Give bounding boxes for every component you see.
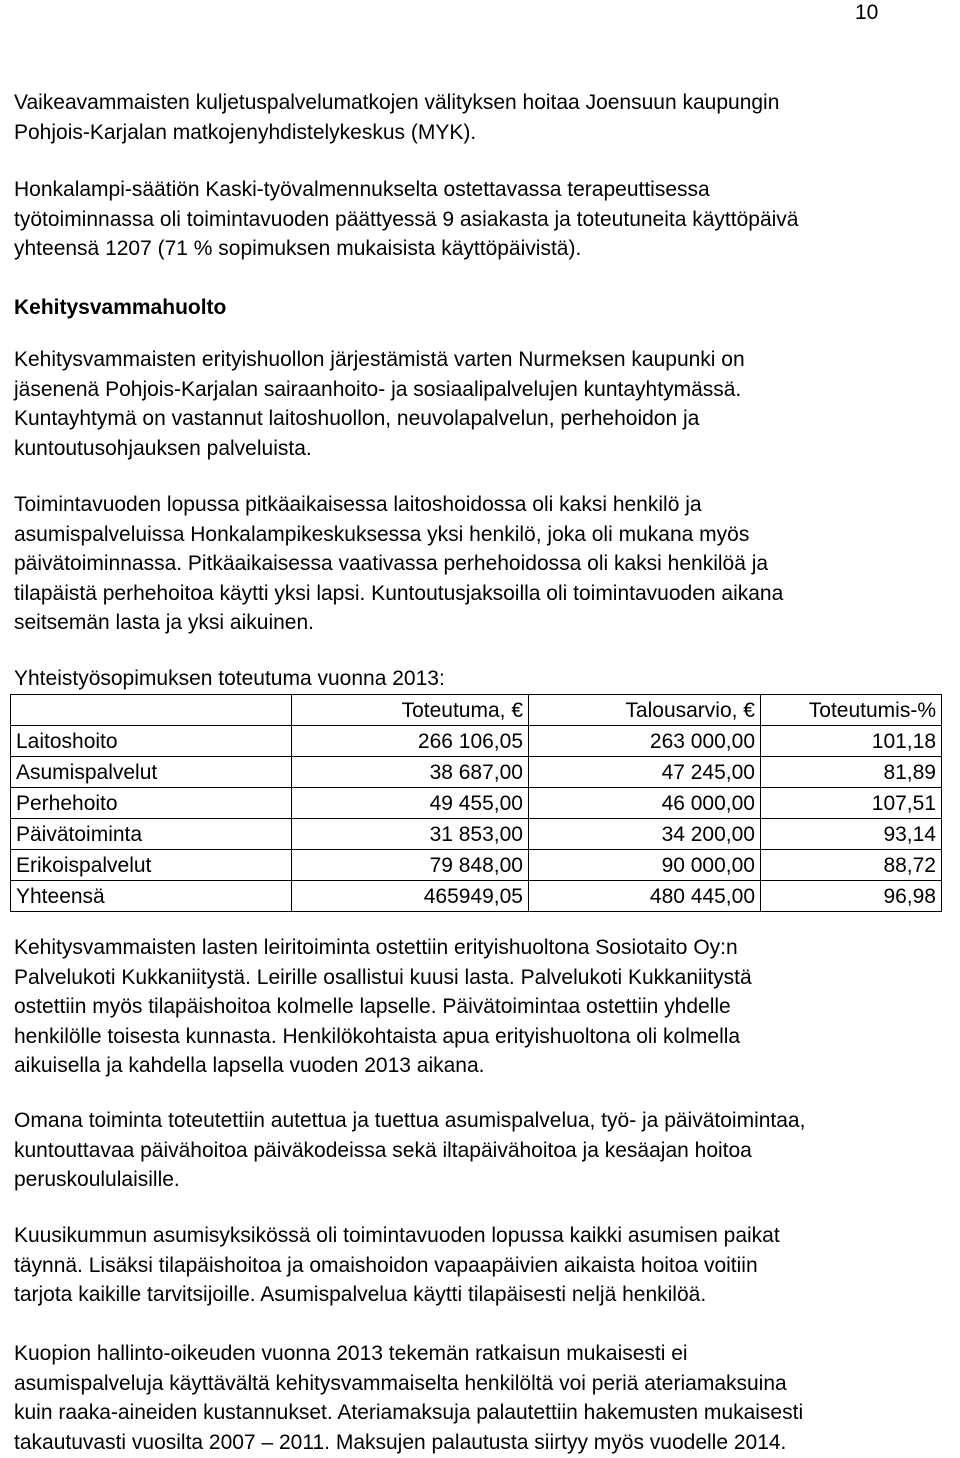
table-header-row <box>11 695 942 726</box>
cell-actual: 38 687,00 <box>292 757 529 788</box>
paragraph-own-services: Omana toiminta toteutettiin autettua ja tuettua asumispalvelua, työ- ja päivätoimintaa, kuntouttavaa päivähoitoa päiväkodeissa sekä iltapäivähoitoa ja kesäajan hoitoa peruskoululaisille. <box>14 1109 806 1191</box>
paragraph-housing-unit: Kuusikummun asumisyksikössä oli toimintavuoden lopussa kaikki asumisen paikat täynnä. Lisäksi tilapäishoitoa ja omaishoidon vapaapäivien aikaista hoitoa voitiin tarjota kaikille tarvitsijoille. Asumispalvelua käytti tilapäisesti neljä henkilöä. <box>14 1224 780 1306</box>
table-row <box>11 819 942 850</box>
cell-budget: 46 000,00 <box>529 788 761 819</box>
paragraph-camp-activity: Kehitysvammaisten lasten leiritoiminta ostettiin erityishuoltona Sosiotaito Oy:n Palvelukoti Kukkaniitystä. Leirille osallistui kuusi lasta. Palvelukoti Kukkaniitystä ostettiin myös tilapäishoitoa kolmelle lapselle. Päivätoimintaa ostettiin yhdelle henkilölle toisesta kunnasta. Henkilökohtaista apua erityishuoltona oli kolmella aikuisella ja kahdella lapsella vuoden 2013 aikana. <box>14 936 752 1077</box>
table-row-total <box>11 881 942 912</box>
paragraph-transport: Vaikeavammaisten kuljetuspalvelumatkojen välityksen hoitaa Joensuun kaupungin Pohjois-Karjalan matkojenyhdistelykeskus (MYK). <box>14 91 780 144</box>
paragraph-institutional-care: Toimintavuoden lopussa pitkäaikaisessa laitoshoidossa oli kaksi henkilö ja asumispalveluissa Honkalampikeskuksessa yksi henkilö, joka oli mukana myös päivätoiminnassa. Pitkäaikaisessa vaativassa perhehoidossa oli kaksi henkilöä ja tilapäistä perhehoitoa käytti yksi lapsi. Kuntoutusjaksoilla oli toimintavuoden aikana seitsemän lasta ja yksi aikuinen. <box>14 493 784 634</box>
cell-actual: 79 848,00 <box>292 850 529 881</box>
cell-percent: 107,51 <box>761 788 942 819</box>
cell-percent: 88,72 <box>761 850 942 881</box>
cell-budget: 47 245,00 <box>529 757 761 788</box>
row-label: Perhehoito <box>11 788 292 819</box>
section-heading: Kehitysvammahuolto <box>14 296 227 319</box>
row-label: Laitoshoito <box>11 726 292 757</box>
cell-percent: 93,14 <box>761 819 942 850</box>
budget-table <box>10 694 942 912</box>
cell-actual: 465949,05 <box>292 881 529 912</box>
table-row <box>11 726 942 757</box>
row-label: Asumispalvelut <box>11 757 292 788</box>
paragraph-work-activity: Honkalampi-säätiön Kaski-työvalmennukselta ostettavassa terapeuttisessa työtoiminnassa oli toimintavuoden päättyessä 9 asiakasta ja toteutuneita käyttöpäivä yhteensä 1207 (71 % sopimuksen mukaisista käyttöpäivistä). <box>14 178 799 260</box>
page-number: 10 <box>855 1 879 24</box>
cell-percent: 81,89 <box>761 757 942 788</box>
table-row <box>11 788 942 819</box>
cell-budget: 263 000,00 <box>529 726 761 757</box>
cell-percent: 101,18 <box>761 726 942 757</box>
header-budget: Talousarvio, € <box>529 695 761 726</box>
cell-budget: 34 200,00 <box>529 819 761 850</box>
table-row <box>11 757 942 788</box>
header-actual: Toteutuma, € <box>292 695 529 726</box>
paragraph-special-care: Kehitysvammaisten erityishuollon järjestämistä varten Nurmeksen kaupunki on jäsenenä Pohjois-Karjalan sairaanhoito- ja sosiaalipalvelujen kuntayhtymässä. Kuntayhtymä on vastannut laitoshuollon, neuvolapalvelun, perhehoidon ja kuntoutusohjauksen palveluista. <box>14 348 745 460</box>
cell-percent: 96,98 <box>761 881 942 912</box>
header-percent: Toteutumis-% <box>761 695 942 726</box>
cell-actual: 31 853,00 <box>292 819 529 850</box>
cell-budget: 480 445,00 <box>529 881 761 912</box>
cell-actual: 266 106,05 <box>292 726 529 757</box>
cell-actual: 49 455,00 <box>292 788 529 819</box>
header-empty <box>11 695 292 726</box>
row-label: Yhteensä <box>11 881 292 912</box>
table-row <box>11 850 942 881</box>
row-label: Päivätoiminta <box>11 819 292 850</box>
paragraph-court-ruling: Kuopion hallinto-oikeuden vuonna 2013 tekemän ratkaisun mukaisesti ei asumispalveluja käyttävältä kehitysvammaiselta henkilöltä voi periä ateriamaksuina kuin raaka-aineiden kustannukset. Ateriamaksuja palautettiin hakemusten mukaisesti takautuvasti vuosilta 2007 – 2011. Maksujen palautusta siirtyy myös vuodelle 2014. <box>14 1342 804 1454</box>
table-title: Yhteistyösopimuksen toteutuma vuonna 2013: <box>14 667 445 690</box>
row-label: Erikoispalvelut <box>11 850 292 881</box>
cell-budget: 90 000,00 <box>529 850 761 881</box>
